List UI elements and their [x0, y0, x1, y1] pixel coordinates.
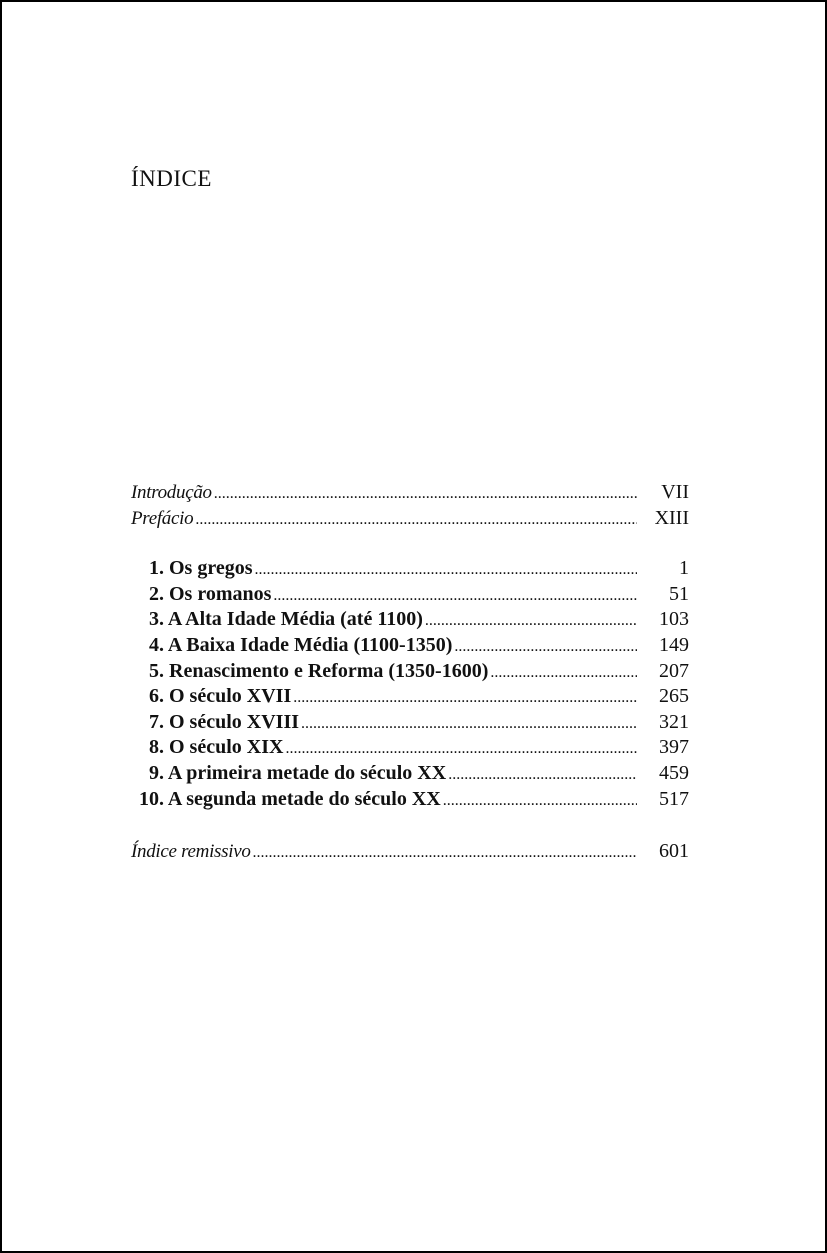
dot-leader [273, 583, 637, 609]
chapter-title: A segunda metade do século XX [167, 787, 441, 810]
toc-entry-label [131, 710, 299, 736]
toc-entry-label [131, 761, 446, 787]
toc-chapter-5[interactable] [131, 659, 689, 685]
toc-page-number: 51 [669, 582, 689, 605]
chapter-number: 10. [139, 787, 164, 810]
toc-chapter-7[interactable] [131, 710, 689, 736]
toc-entry-label [131, 684, 291, 710]
toc-page-number: 265 [659, 685, 689, 708]
toc-entry-indice-remissivo[interactable] [131, 839, 689, 865]
chapter-number: 3. [149, 608, 164, 631]
dot-leader [253, 840, 637, 866]
dot-leader [448, 762, 637, 788]
chapter-title: A Alta Idade Média (até 1100) [167, 608, 423, 631]
toc-page-number: 459 [659, 761, 689, 784]
toc-chapter-2[interactable] [131, 582, 689, 608]
toc-page-number: 103 [659, 608, 689, 631]
toc-entry-label [131, 607, 423, 633]
table-of-contents [131, 480, 689, 865]
toc-page-number: XIII [654, 506, 689, 529]
chapter-title: O século XVII [169, 685, 292, 708]
chapter-number: 1. [149, 557, 164, 580]
dot-leader [490, 660, 637, 686]
chapter-title: A primeira metade do século XX [167, 761, 447, 784]
chapter-number: 9. [149, 761, 164, 784]
toc-page-number: 149 [659, 633, 689, 656]
chapter-number: 5. [149, 659, 164, 682]
toc-entry-label [131, 582, 271, 608]
back-matter-list [131, 839, 689, 865]
toc-chapter-6[interactable] [131, 684, 689, 710]
toc-entry-prefacio[interactable] [131, 506, 689, 532]
toc-page-number: 601 [659, 840, 689, 863]
toc-page-number: 397 [659, 736, 689, 759]
chapter-number: 7. [149, 710, 164, 733]
chapter-title: O século XVIII [169, 710, 300, 733]
chapter-number: 4. [149, 633, 164, 656]
chapter-number: 8. [149, 736, 164, 759]
toc-page-number: 1 [679, 557, 689, 580]
chapter-title: Os gregos [169, 557, 253, 580]
dot-leader [301, 711, 637, 737]
toc-entry-label [131, 735, 283, 761]
toc-page-number: VII [661, 481, 689, 503]
toc-chapter-1[interactable] [131, 556, 689, 582]
dot-leader [454, 634, 637, 660]
chapter-number: 6. [149, 685, 164, 708]
toc-page-number: 517 [659, 787, 689, 810]
toc-entry-label [131, 556, 253, 582]
page-title: ÍNDICE [131, 166, 212, 191]
front-matter-list [131, 480, 689, 531]
chapter-title: Os romanos [169, 582, 272, 605]
dot-leader [255, 557, 637, 583]
toc-entry-label: Prefácio [131, 507, 194, 529]
toc-chapter-4[interactable] [131, 633, 689, 659]
chapter-title: Renascimento e Reforma (1350-1600) [169, 659, 489, 682]
dot-leader [443, 788, 637, 814]
toc-entry-label [131, 633, 452, 659]
toc-chapter-8[interactable] [131, 735, 689, 761]
chapter-number: 2. [149, 582, 164, 605]
chapter-title: A Baixa Idade Média (1100-1350) [167, 633, 453, 656]
chapter-list [131, 556, 689, 812]
toc-entry-introducao[interactable] [131, 480, 689, 506]
toc-entry-label [131, 787, 441, 813]
dot-leader [285, 736, 637, 762]
dot-leader [293, 685, 637, 711]
toc-chapter-10[interactable] [131, 787, 689, 813]
toc-chapter-9[interactable] [131, 761, 689, 787]
dot-leader [195, 507, 637, 533]
toc-chapter-3[interactable] [131, 607, 689, 633]
chapter-title: O século XIX [169, 736, 284, 759]
toc-entry-label: Introdução [131, 482, 212, 503]
dot-leader [425, 608, 637, 634]
toc-entry-label: Índice remissivo [131, 841, 251, 863]
toc-page-number: 321 [659, 710, 689, 733]
toc-entry-label [131, 659, 488, 685]
toc-page-number: 207 [659, 659, 689, 682]
dot-leader [214, 481, 637, 507]
